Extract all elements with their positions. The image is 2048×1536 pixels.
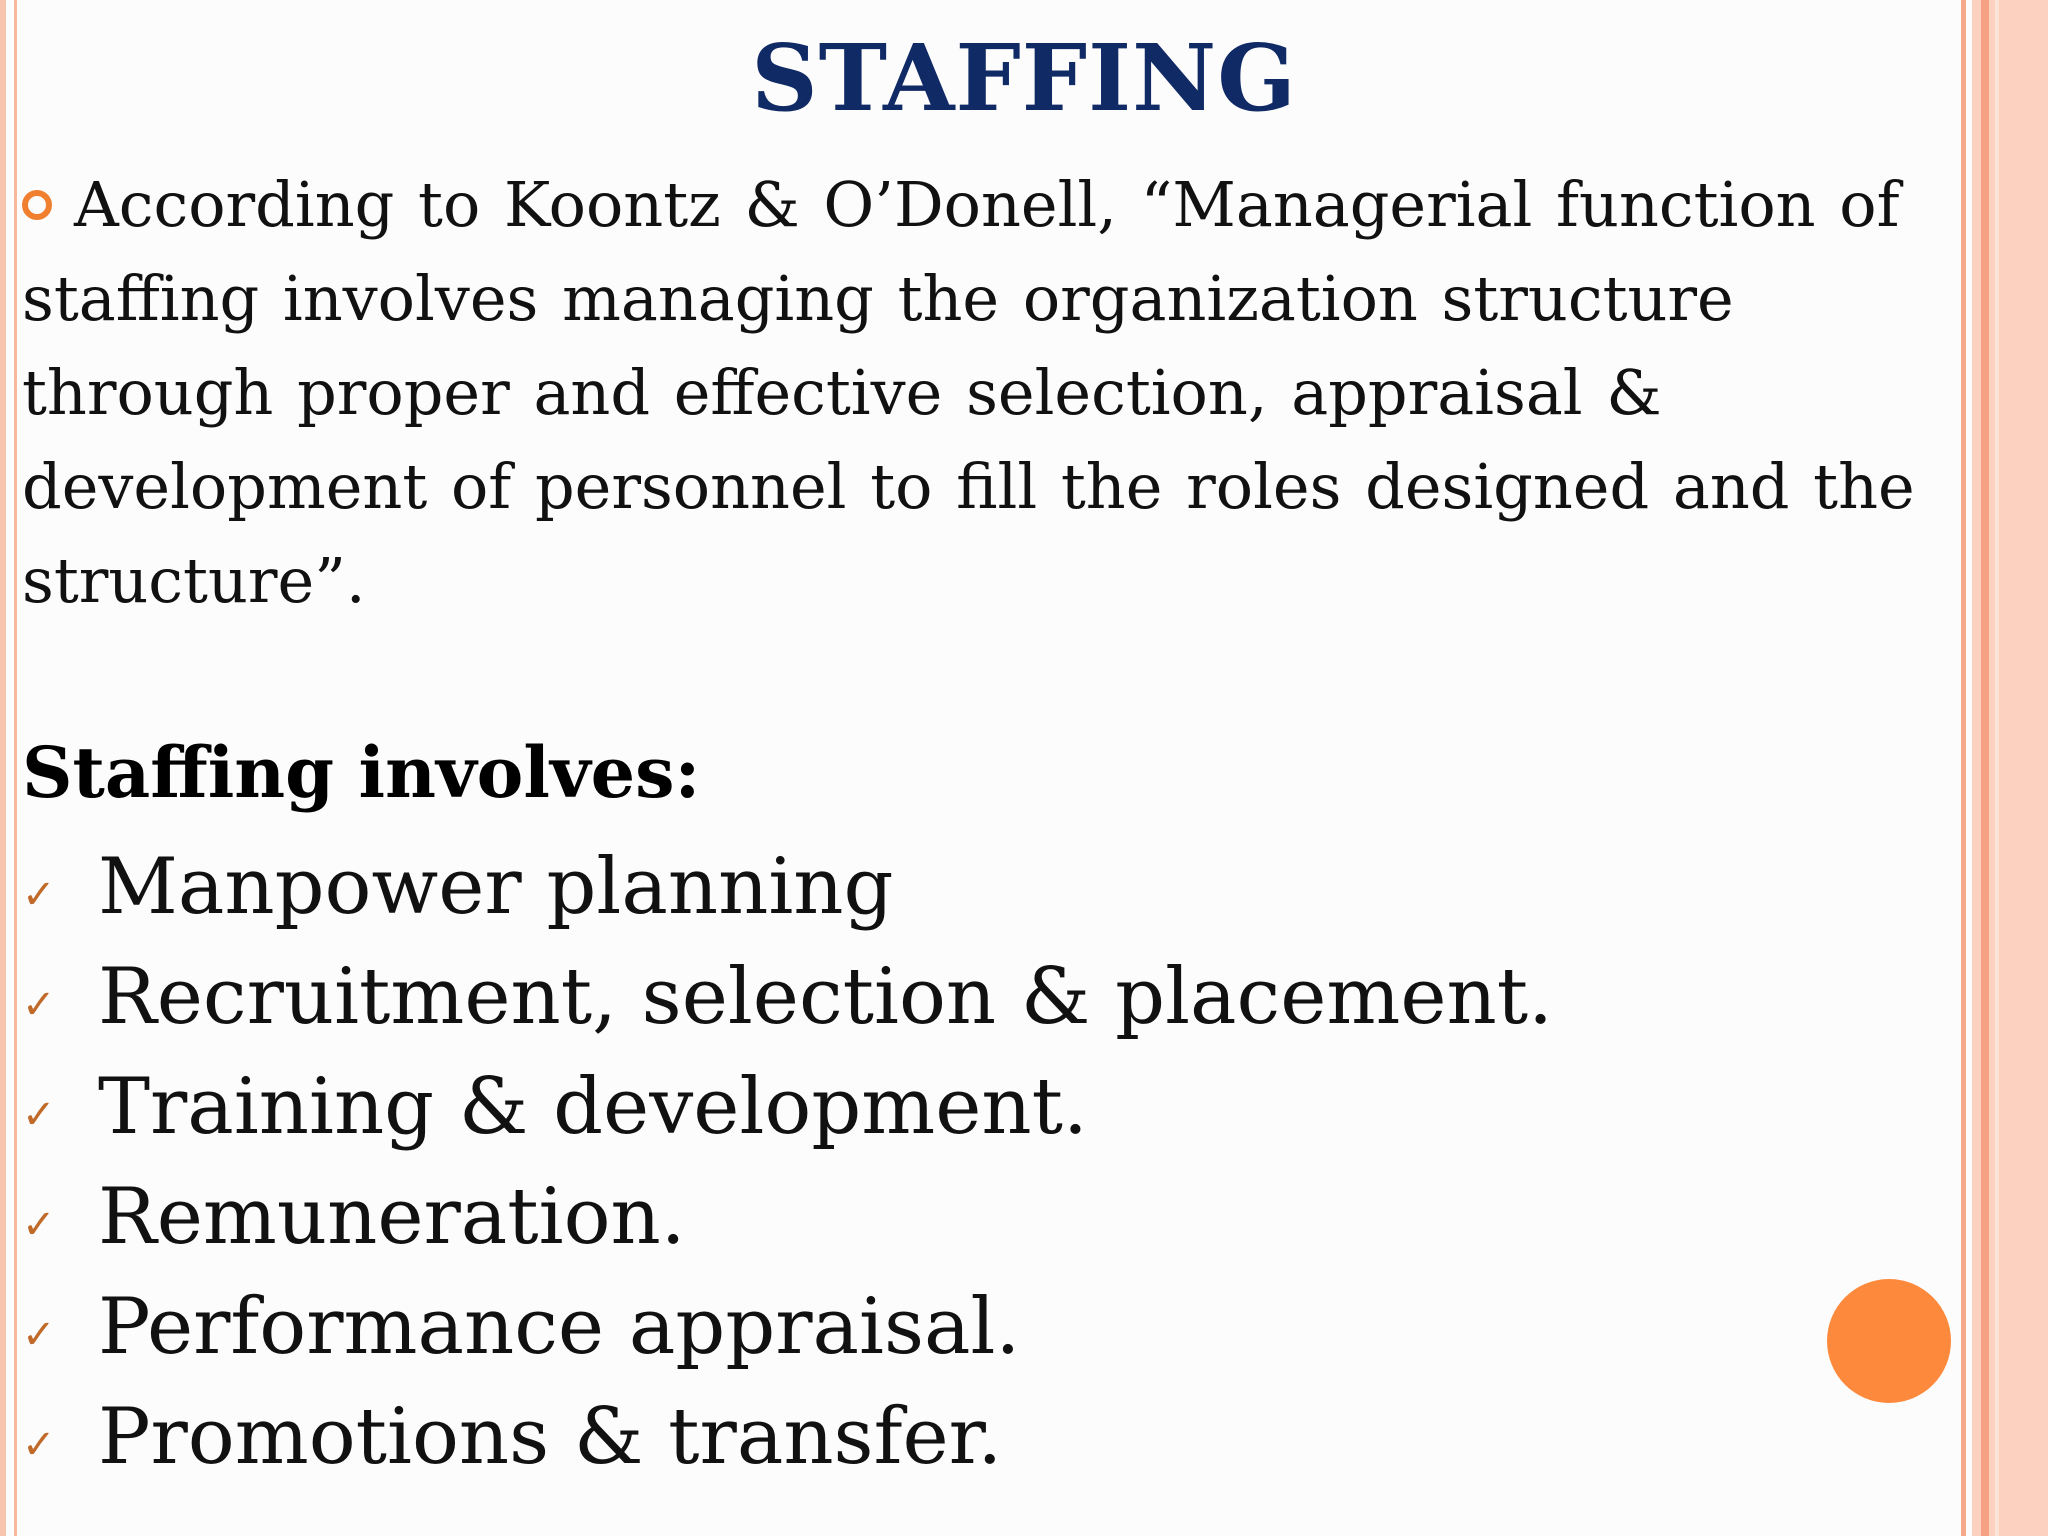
right-border-stripe xyxy=(1981,0,1989,1536)
list-item xyxy=(22,832,1553,942)
list-item-label: Manpower planning xyxy=(98,842,894,932)
list-item xyxy=(22,1382,1553,1492)
definition-text: According to Koontz & O’Donell, “Managerial function of staffing involves managing the organization structure through proper and effective selection, appraisal & development of personnel to fill the roles designed and the structure”. xyxy=(22,168,1915,617)
list-item-label: Promotions & transfer. xyxy=(98,1392,1003,1482)
checkmark-icon: ✓ xyxy=(22,1092,56,1138)
section-heading: Staffing involves: xyxy=(22,731,701,814)
checkmark-icon: ✓ xyxy=(22,1312,56,1358)
left-border-rule-inner xyxy=(14,0,17,1536)
slide-title: STAFFING xyxy=(751,24,1297,132)
checkmark-icon: ✓ xyxy=(22,1202,56,1248)
list-item xyxy=(22,1052,1553,1162)
list-item-label: Performance appraisal. xyxy=(98,1282,1021,1372)
checkmark-icon: ✓ xyxy=(22,1422,56,1468)
list-item xyxy=(22,1162,1553,1272)
checkmark-icon: ✓ xyxy=(22,872,56,918)
list-item xyxy=(22,1272,1553,1382)
definition-paragraph xyxy=(22,158,1972,628)
right-border-stripe-light xyxy=(1995,0,1999,1536)
left-border-rule xyxy=(0,0,6,1536)
ring-bullet-icon xyxy=(22,190,52,220)
checkmark-icon: ✓ xyxy=(22,982,56,1028)
orange-circle-decoration xyxy=(1827,1279,1951,1403)
list-item-label: Remuneration. xyxy=(98,1172,686,1262)
list-item-label: Recruitment, selection & placement. xyxy=(98,952,1553,1042)
list-item xyxy=(22,942,1553,1052)
staffing-checklist xyxy=(22,832,1553,1492)
list-item-label: Training & development. xyxy=(98,1062,1088,1152)
